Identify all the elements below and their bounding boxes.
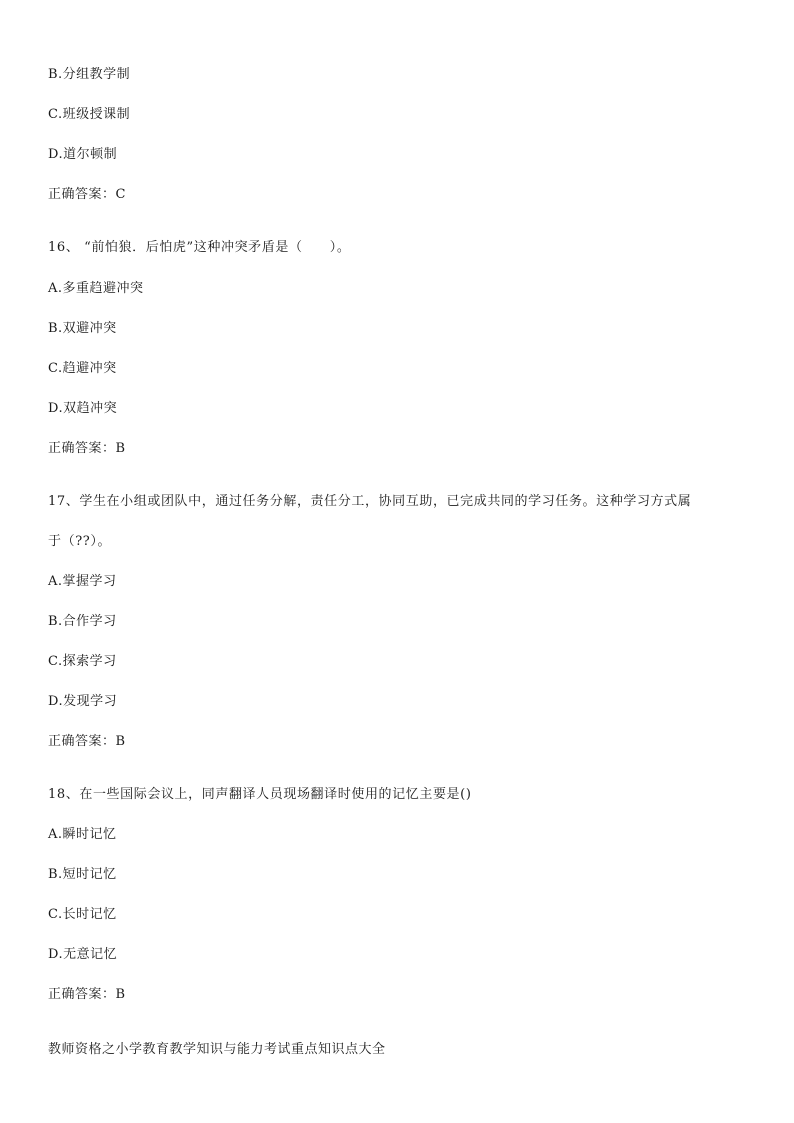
option-d: D.双趋冲突 [48,401,118,416]
option-d: D.发现学习 [48,694,118,709]
option-c: C.趋避冲突 [48,361,117,376]
option-c: C.探索学习 [48,654,117,669]
question-17-line-2: 于（??）。 [48,534,112,549]
option-d: D.道尔顿制 [48,147,118,162]
option-c: C.长时记忆 [48,907,117,922]
option-c: C.班级授课制 [48,107,131,122]
document-footer-title: 教师资格之小学教育教学知识与能力考试重点知识点大全 [48,1042,386,1057]
option-a: A.多重趋避冲突 [48,281,144,296]
option-b: B.分组教学制 [48,67,131,82]
answer-line: 正确答案：B [48,987,126,1002]
option-b: B.双避冲突 [48,321,117,336]
option-b: B.短时记忆 [48,867,117,882]
question-16: 16、 “前怕狼．后怕虎”这种冲突矛盾是（ ）。 [48,240,351,255]
answer-line: 正确答案：B [48,441,126,456]
option-d: D.无意记忆 [48,947,118,962]
answer-line: 正确答案：C [48,187,126,202]
question-17-line-1: 17、学生在小组或团队中，通过任务分解，责任分工，协同互助，已完成共同的学习任务。这种学习方式属 [48,494,692,509]
option-a: A.瞬时记忆 [48,827,117,842]
option-b: B.合作学习 [48,614,117,629]
question-18: 18、在一些国际会议上，同声翻译人员现场翻译时使用的记忆主要是() [48,787,472,802]
option-a: A.掌握学习 [48,574,117,589]
answer-line: 正确答案：B [48,734,126,749]
